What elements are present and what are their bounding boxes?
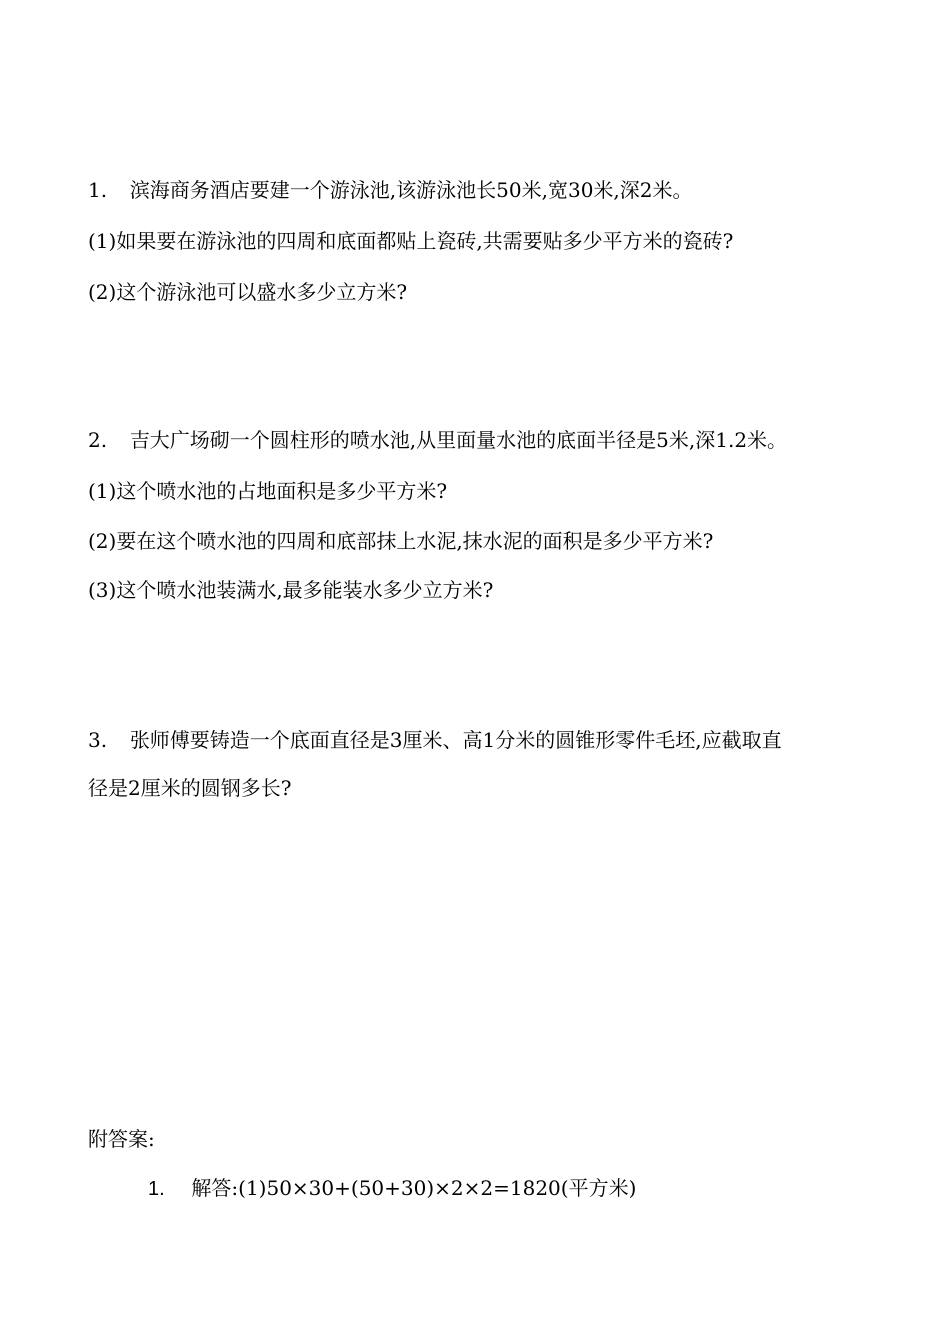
answers-heading: 附答案: bbox=[88, 1127, 155, 1151]
answer-1 bbox=[148, 1176, 636, 1201]
problem-2-part-1: (1)这个喷水池的占地面积是多少平方米? bbox=[88, 479, 448, 503]
problem-1-stem bbox=[88, 178, 693, 202]
problem-2-part-3: (3)这个喷水池装满水,最多能装水多少立方米? bbox=[88, 578, 494, 602]
problem-3-stem-line-2: 径是2厘米的圆钢多长? bbox=[88, 776, 292, 800]
problem-1-part-2: (2)这个游泳池可以盛水多少立方米? bbox=[88, 280, 408, 304]
problem-2-part-2: (2)要在这个喷水池的四周和底部抹上水泥,抹水泥的面积是多少平方米? bbox=[88, 529, 714, 553]
problem-1-text: 滨海商务酒店要建一个游泳池,该游泳池长50米,宽30米,深2米。 bbox=[129, 178, 693, 202]
answer-1-number: 1. bbox=[148, 1178, 165, 1200]
problem-2-text: 吉大广场砌一个圆柱形的喷水池,从里面量水池的底面半径是5米,深1.2米。 bbox=[129, 428, 788, 452]
problem-3-number: 3. bbox=[88, 728, 108, 752]
problem-2-number: 2. bbox=[88, 428, 108, 452]
problem-3-text: 张师傅要铸造一个底面直径是3厘米、高1分米的圆锥形零件毛坯,应截取直 bbox=[129, 728, 782, 752]
answer-1-text: 解答:(1)50×30+(50+30)×2×2=1820(平方米) bbox=[191, 1176, 637, 1200]
problem-1-part-1: (1)如果要在游泳池的四周和底面都贴上瓷砖,共需要贴多少平方米的瓷砖? bbox=[88, 229, 734, 253]
problem-1-number: 1. bbox=[88, 178, 108, 202]
problem-2-stem bbox=[88, 428, 787, 452]
problem-3-stem-line-1 bbox=[88, 728, 782, 752]
